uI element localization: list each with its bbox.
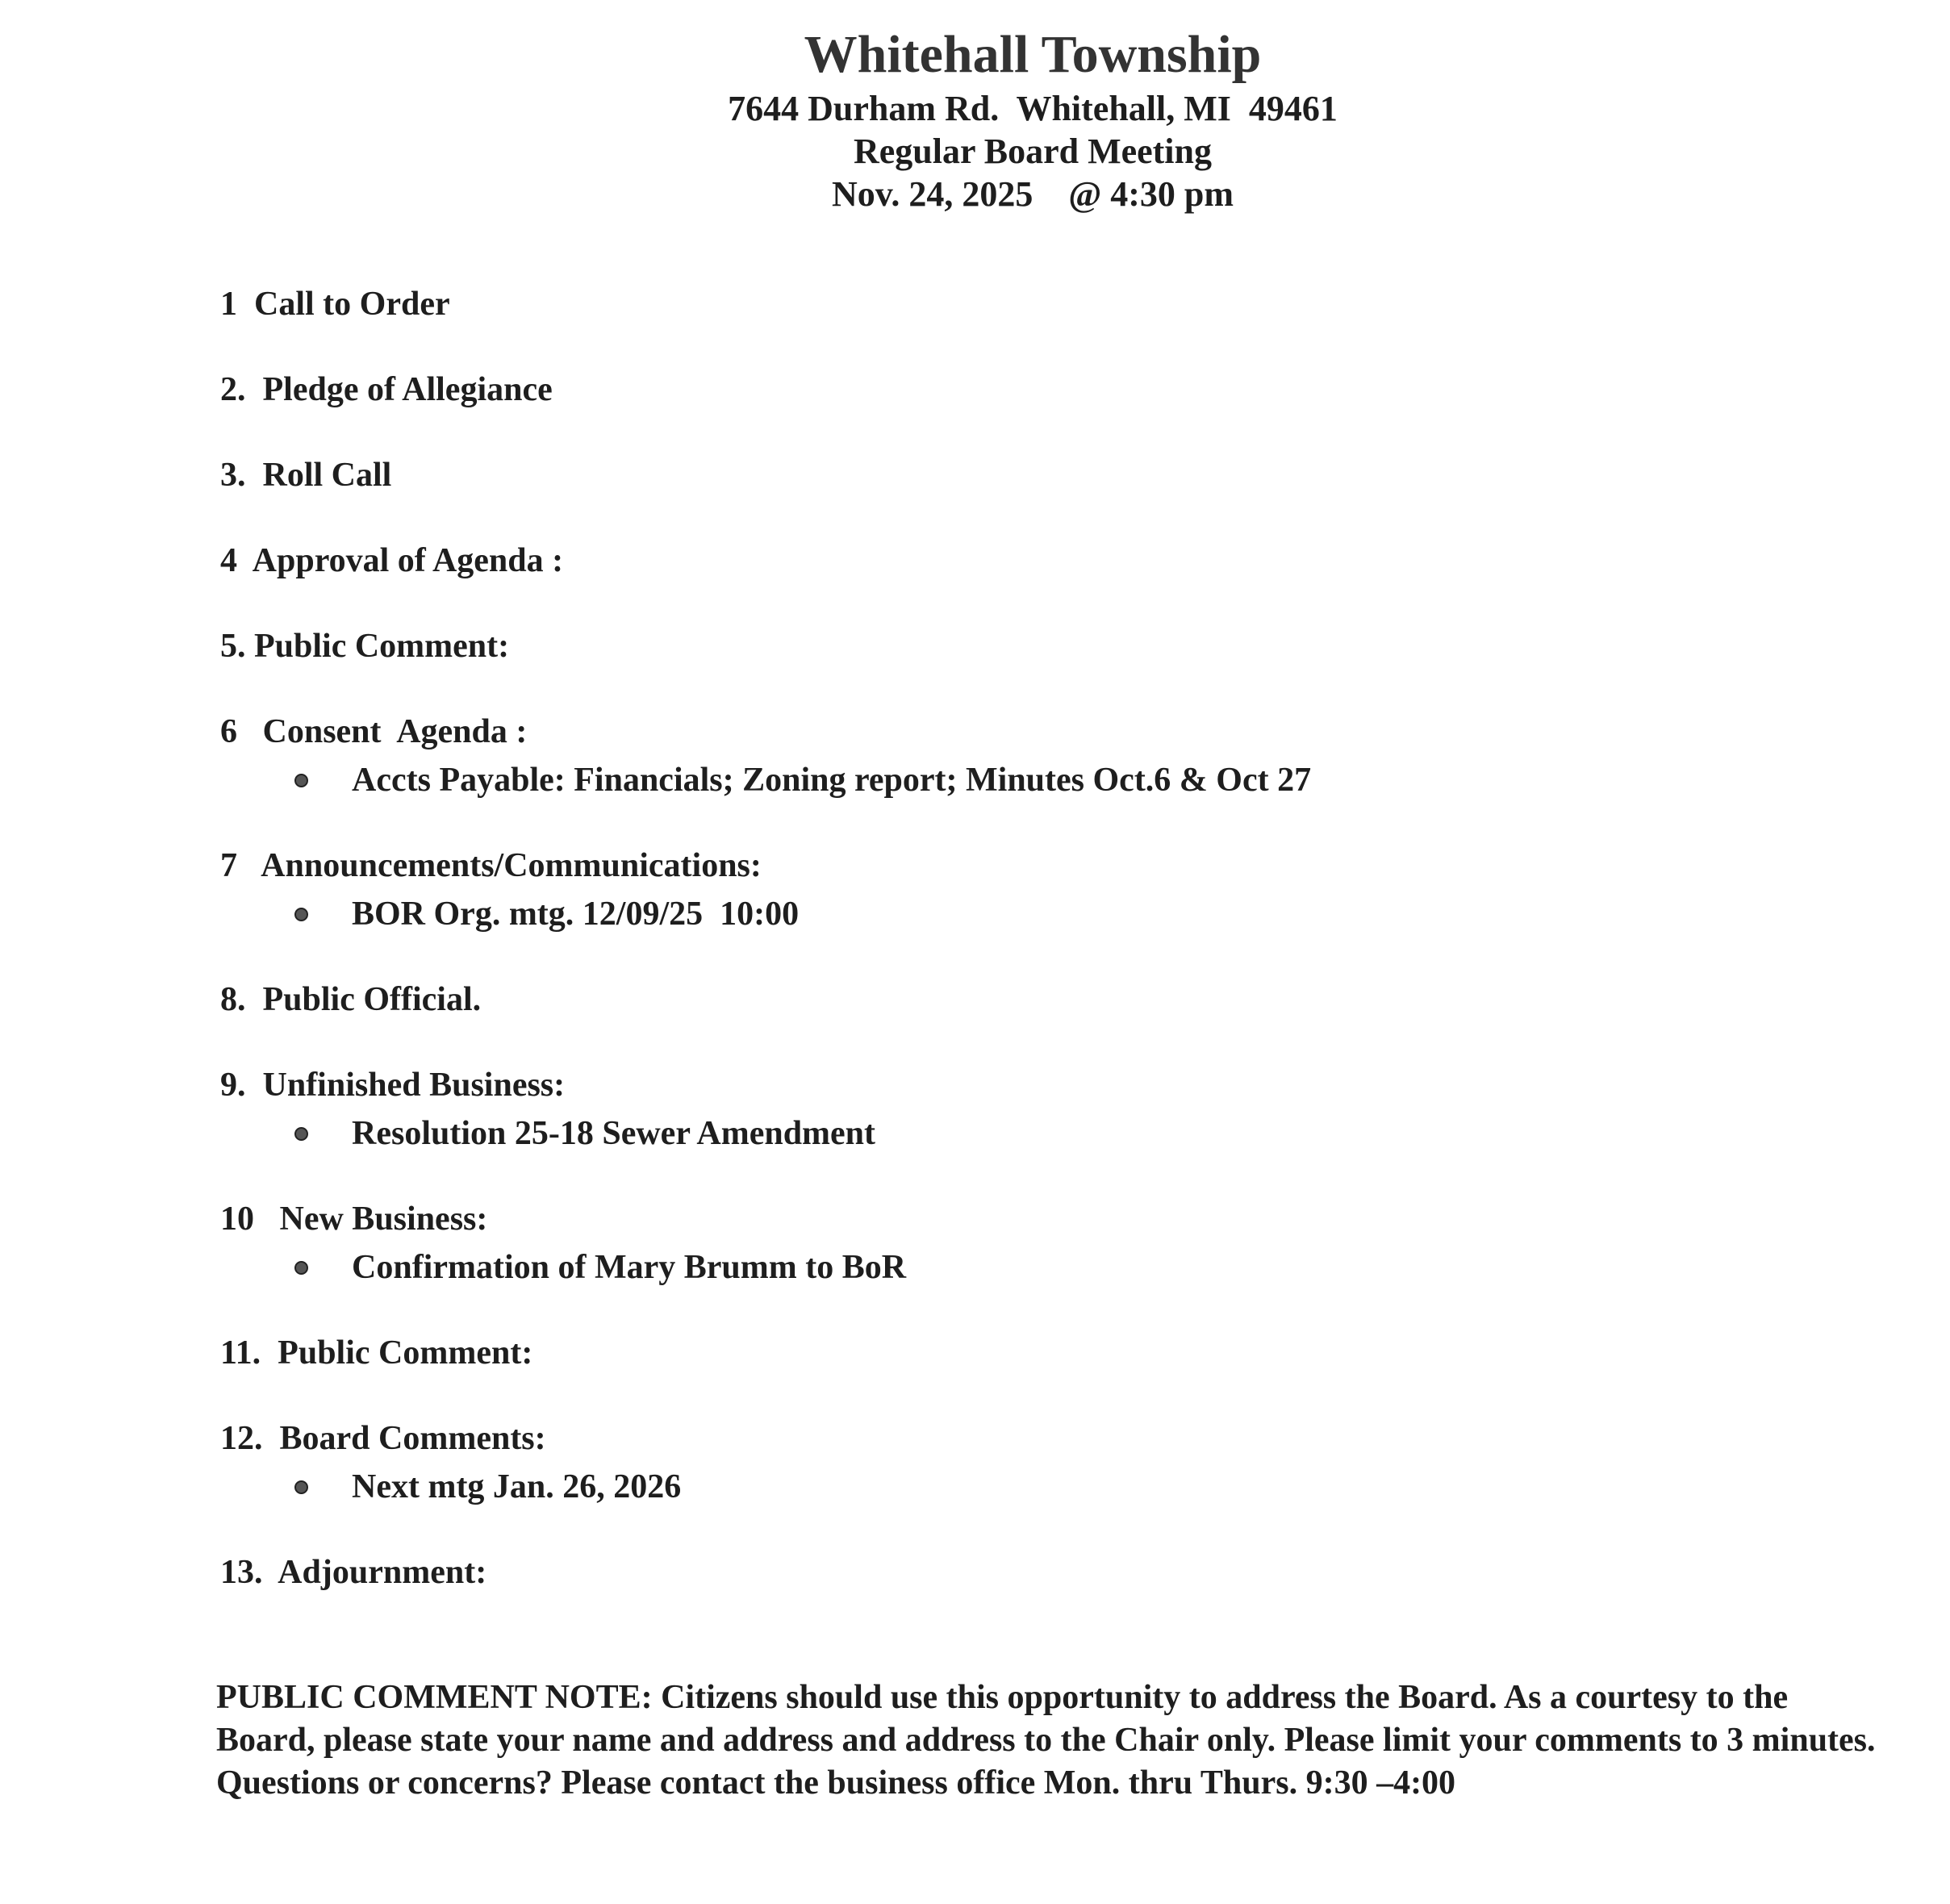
agenda-subitem [294, 760, 1834, 800]
agenda-list [220, 284, 1834, 1638]
meeting-date-time: Nov. 24, 2025 @ 4:30 pm [831, 174, 1234, 214]
agenda-item: 10 New Business: [220, 1200, 488, 1238]
document-title: Whitehall Township [804, 25, 1262, 84]
agenda-item: 12. Board Comments: [220, 1420, 546, 1457]
agenda-item: 8. Public Official. [220, 981, 482, 1018]
agenda-subitem [294, 1113, 1834, 1154]
bullet-icon [294, 908, 308, 921]
subitem-text: Accts Payable: Financials; Zoning report; Minutes Oct.6 & Oct 27 [352, 762, 1312, 799]
address: 7644 Durham Rd. Whitehall, MI 49461 [728, 89, 1338, 128]
agenda-item: 4 Approval of Agenda : [220, 542, 564, 579]
bullet-icon [294, 1261, 308, 1275]
agenda-item: 11. Public Comment: [220, 1334, 533, 1372]
bullet-icon [294, 1480, 308, 1494]
agenda-subitem [294, 1247, 1834, 1288]
agenda-item: 9. Unfinished Business: [220, 1067, 566, 1104]
subitem-text: Next mtg Jan. 26, 2026 [352, 1468, 682, 1505]
agenda-item: 5. Public Comment: [220, 628, 510, 665]
agenda-item: 3. Roll Call [220, 457, 392, 494]
document-header [0, 24, 1950, 217]
agenda-item: 13. Adjournment: [220, 1554, 487, 1591]
agenda-subitem [294, 1467, 1834, 1507]
subitem-text: Confirmation of Mary Brumm to BoR [352, 1249, 907, 1286]
agenda-item: 7 Announcements/Communications: [220, 847, 762, 884]
bullet-icon [294, 1127, 308, 1141]
subitem-text: Resolution 25-18 Sewer Amendment [352, 1115, 876, 1152]
agenda-item: 1 Call to Order [220, 286, 450, 323]
bullet-icon [294, 774, 308, 787]
agenda-subitem [294, 894, 1834, 934]
meeting-type: Regular Board Meeting [853, 132, 1213, 171]
subitem-text: BOR Org. mtg. 12/09/25 10:00 [352, 896, 800, 933]
agenda-item: 2. Pledge of Allegiance [220, 371, 553, 408]
agenda-item: 6 Consent Agenda : [220, 713, 528, 750]
public-comment-note: PUBLIC COMMENT NOTE: Citizens should use this opportunity to address the Board. As a courtesy to the Board, please state your name and address and address to the Chair only. Please limit your comments to 3 minutes. Questions or concerns? Please contact the business office Mon. thru Thurs. 9:30 –4:00 [216, 1679, 1876, 1802]
